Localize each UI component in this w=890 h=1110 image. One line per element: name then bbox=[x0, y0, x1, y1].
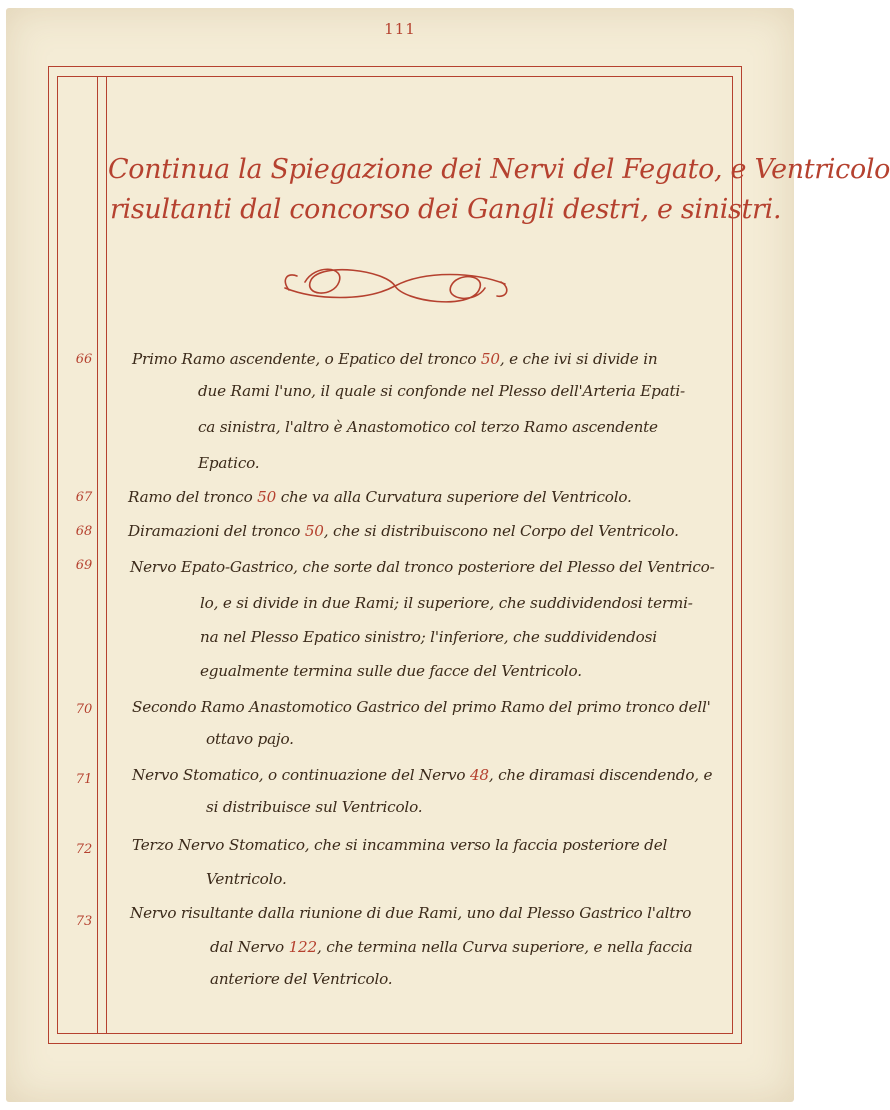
entry-line: Nervo Stomatico, o continuazione del Nervo 48, che diramasi discendendo, e bbox=[132, 766, 713, 784]
entry-number: 67 bbox=[75, 490, 93, 505]
cross-reference-number: 48 bbox=[469, 766, 489, 784]
entry-line: due Rami l'uno, il quale si confonde nel Plesso dell'Arteria Epati- bbox=[198, 382, 685, 400]
entry-line: Nervo Epato-Gastrico, che sorte dal tronco posteriore del Plesso del Ventrico- bbox=[130, 558, 715, 576]
entry-line: Primo Ramo ascendente, o Epatico del tronco 50, e che ivi si divide in bbox=[132, 350, 658, 368]
entry-line: na nel Plesso Epatico sinistro; l'inferiore, che suddividendosi bbox=[200, 628, 657, 646]
title-line-2: risultanti dal concorso dei Gangli destri, e sinistri. bbox=[109, 194, 782, 225]
entry-line: dal Nervo 122, che termina nella Curva superiore, e nella faccia bbox=[210, 938, 693, 956]
entry-line: Ventricolo. bbox=[206, 870, 287, 888]
page-title bbox=[108, 150, 890, 230]
entry-line: Secondo Ramo Anastomotico Gastrico del primo Ramo del primo tronco dell' bbox=[132, 698, 711, 716]
cross-reference-number: 50 bbox=[480, 350, 500, 368]
entry-number: 66 bbox=[75, 352, 93, 367]
entry-line: ca sinistra, l'altro è Anastomotico col terzo Ramo ascendente bbox=[198, 418, 658, 436]
margin-rule-right bbox=[106, 76, 107, 1034]
entry-number: 68 bbox=[75, 524, 93, 539]
entry-line: egualmente termina sulle due facce del Ventricolo. bbox=[200, 662, 582, 680]
entry-line: anteriore del Ventricolo. bbox=[210, 970, 393, 988]
entry-line: Ramo del tronco 50 che va alla Curvatura superiore del Ventricolo. bbox=[128, 488, 632, 506]
entry-number: 70 bbox=[75, 702, 93, 717]
entry-line: Diramazioni del tronco 50, che si distribuiscono nel Corpo del Ventricolo. bbox=[128, 522, 679, 540]
title-line-1: Continua la Spiegazione dei Nervi del Fegato, e Ventricolo bbox=[108, 154, 890, 185]
margin-rule-left bbox=[97, 76, 98, 1034]
entry-number: 72 bbox=[75, 842, 93, 857]
page-number: 111 bbox=[384, 20, 416, 38]
entry-line: si distribuisce sul Ventricolo. bbox=[206, 798, 423, 816]
cross-reference-number: 122 bbox=[288, 938, 317, 956]
entry-line: Nervo risultante dalla riunione di due Rami, uno dal Plesso Gastrico l'altro bbox=[130, 904, 692, 922]
entry-number: 71 bbox=[75, 772, 93, 787]
entry-line: Terzo Nervo Stomatico, che si incammina verso la faccia posteriore del bbox=[132, 836, 668, 854]
entry-line: lo, e si divide in due Rami; il superiore, che suddividendosi termi- bbox=[200, 594, 693, 612]
entry-number: 69 bbox=[75, 558, 93, 573]
entry-line: ottavo pajo. bbox=[206, 730, 294, 748]
ornamental-flourish bbox=[275, 258, 515, 314]
entry-line: Epatico. bbox=[198, 454, 260, 472]
cross-reference-number: 50 bbox=[257, 488, 277, 506]
cross-reference-number: 50 bbox=[304, 522, 324, 540]
entry-number: 73 bbox=[75, 914, 93, 929]
